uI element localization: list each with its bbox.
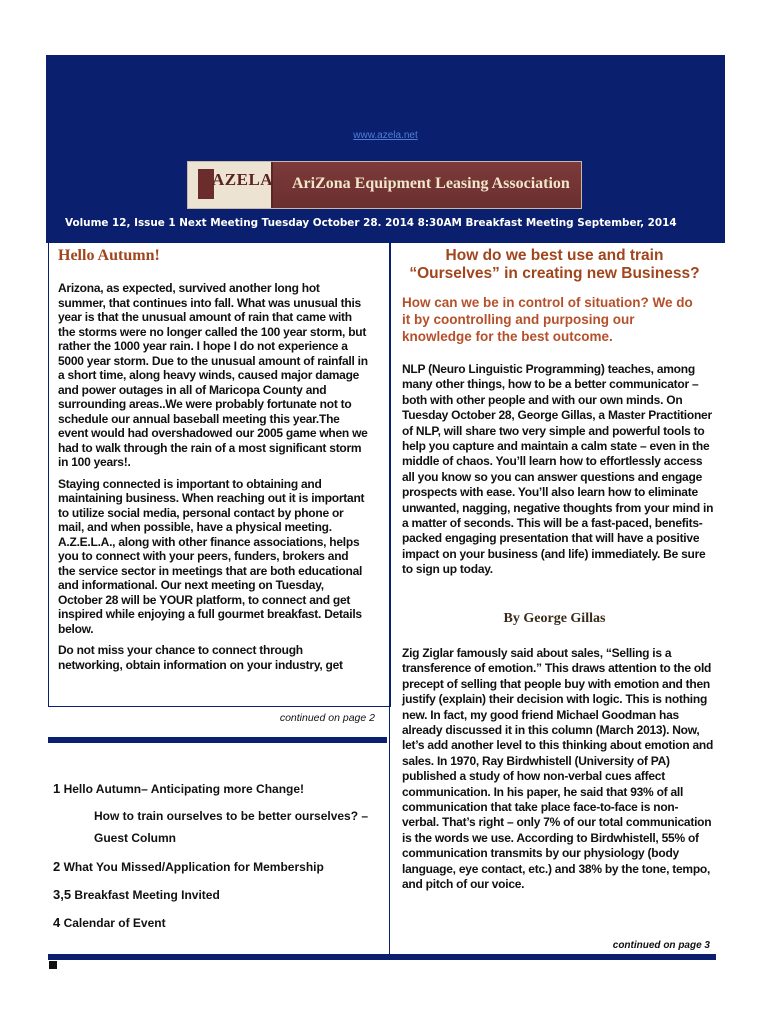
association-name: AriZona Equipment Leasing Association: [292, 175, 570, 192]
toc-item-text: Hello Autumn– Anticipating more Change!: [63, 782, 305, 796]
toc-item: [53, 915, 166, 930]
issue-info-line: Volume 12, Issue 1 Next Meeting Tuesday October 28. 2014 8:30AM Breakfast Meeting September, 2014: [65, 217, 677, 229]
toc-item: [53, 859, 324, 874]
left-article-body: [58, 281, 368, 679]
right-article-body: NLP (Neuro Linguistic Programming) teaches, among many other things, how to be a better communicator – both with other people and with our own minds. On Tuesday October 28, George Gillas, a Master Practitioner of NLP, will share two very simple and powerful tools to help you capture and maintain a calm state – even in the middle of chaos. You’ll learn how to effortlessly access all you know so you can answer questions and engage prospects with ease. You’ll also learn how to eliminate unwanted, nagging, negative thoughts from your mind in a matter of seconds. This will be a fast-paced, benefits-packed engaging presentation that will have a positive impact on your business (and life) immediately. Be sure to sign up today.: [402, 362, 714, 577]
footer-bar: [48, 954, 716, 960]
column-divider: [389, 243, 390, 958]
page-marker: [49, 961, 57, 969]
paragraph: Do not miss your chance to connect through networking, obtain information on your industry, get: [58, 643, 343, 672]
toc-page-number: 4: [53, 915, 61, 930]
logo-text: AZELA: [212, 170, 274, 189]
toc-item: [94, 805, 384, 849]
association-banner: [187, 161, 582, 209]
left-article-title: Hello Autumn!: [58, 247, 160, 264]
paragraph: Staying connected is important to obtaining and maintaining business. When reaching out it is important to utilize social media, personal contact by phone or mail, and when possible, have a physical meeting. A.Z.E.L.A., along with other finance associations, helps you to connect with your peers, funders, brokers and the service sector in meetings that are both educational and informational. Our next meeting on Tuesday, October 28 will be YOUR platform, to connect and get inspired while enjoying a full gourmet breakfast. Details below.: [58, 476, 365, 636]
toc-item: [53, 887, 220, 902]
divider-bar: [48, 737, 387, 743]
continued-note: continued on page 2: [279, 712, 375, 724]
toc-item-text: What You Missed/Application for Membership: [63, 860, 324, 874]
toc-page-number: 1: [53, 781, 61, 796]
toc-page-number: 2: [53, 859, 61, 874]
logo-area: [188, 162, 273, 208]
toc-item-text: Calendar of Event: [63, 916, 166, 930]
toc-item-text: How to train ourselves to be better ourselves? – Guest Column: [94, 809, 369, 845]
right-article-subtitle: How can we be in control of situation? We do it by coontrolling and purposing our knowledge for the best outcome.: [402, 295, 693, 344]
toc-item-text: Breakfast Meeting Invited: [74, 888, 220, 902]
right-article-title: How do we best use and train “Ourselves” in creating new Business?: [409, 247, 700, 282]
continued-note: continued on page 3: [612, 940, 710, 951]
toc-item: [53, 781, 304, 796]
website-link[interactable]: www.azela.net: [353, 130, 418, 141]
masthead: [46, 55, 725, 243]
guest-column-body: Zig Ziglar famously said about sales, “Selling is a transference of emotion.” This draws attention to the old precept of selling that people buy with emotion and then justify (explain) their decision with logic. This is nothing new. In fact, my good friend Michael Goodman has already discussed it in this column (March 2013). Now, let’s add another level to this thinking about emotion and sales. In 1970, Ray Birdwhistell (University of PA) published a study of how non-verbal cues affect communication. In his paper, he said that 93% of all communication that take place face-to-face is non-verbal. That’s right – only 7% of our total communication is the words we use. According to Birdwhistell, 55% of communication transmits by our physiology (body language, eye contact, etc.) and 38% by the tone, tempo, and pitch of our voice.: [402, 646, 714, 892]
paragraph: Arizona, as expected, survived another long hot summer, that continues into fall. What was unusual this year is that the unusual amount of rain that came with the storms were no longer called the 100 year storm, but rather the 1000 year rain. I hope I do not experience a 5000 year storm. Due to the unusual amount of rainfall in a short time, along heavy winds, caused major damage and power outages in all of Maricopa County and surrounding areas..We were probably fortunate not to schedule our annual baseball meeting this year.The event would had overshadowed our 2005 game when we had to walk through the rain of a most significant storm in 100 years!.: [58, 281, 368, 469]
toc-page-number: 3,5: [53, 887, 72, 902]
author-byline: By George Gillas: [503, 611, 606, 626]
